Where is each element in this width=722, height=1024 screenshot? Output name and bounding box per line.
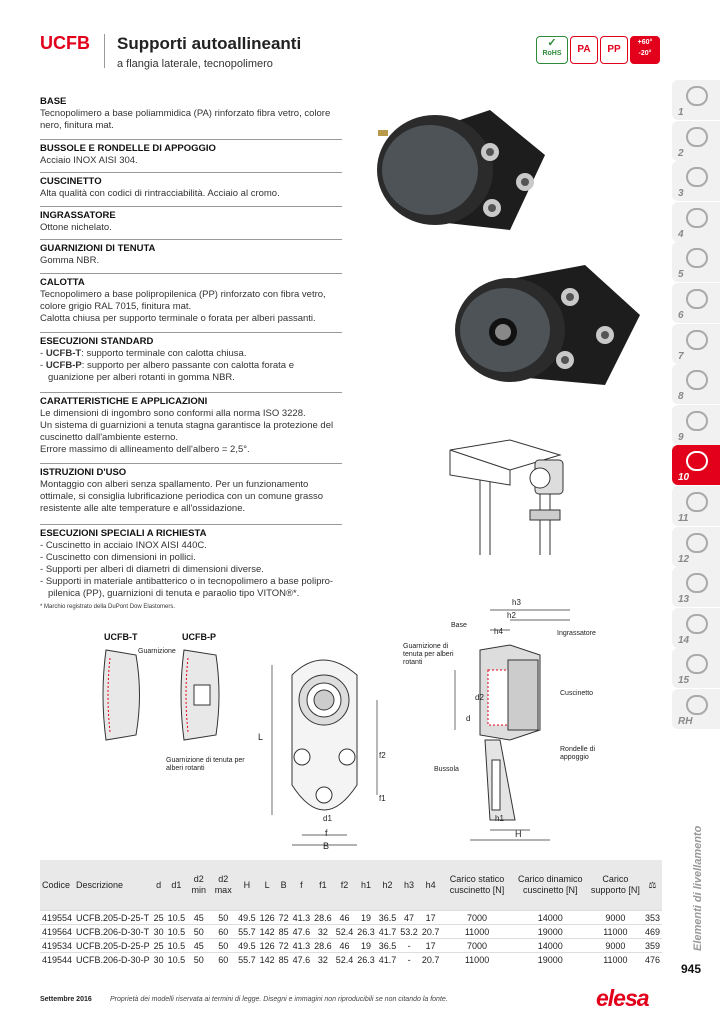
tab-15[interactable]	[672, 648, 720, 688]
table-header-cell: H	[236, 860, 258, 911]
table-header-cell: d2 min	[187, 860, 210, 911]
table-cell: 55.7	[238, 954, 256, 965]
category-icon	[686, 533, 708, 553]
product-images	[370, 100, 660, 390]
tab-label: 12	[678, 553, 690, 565]
table-header-cell: f2	[334, 860, 356, 911]
table-cell: 7000	[441, 939, 512, 953]
table-cell: 469	[643, 925, 662, 939]
table-cell: 11000	[441, 953, 512, 967]
table-cell: 11000	[588, 925, 643, 939]
table-cell: 30	[153, 954, 164, 965]
table-cell: 9000	[588, 939, 643, 953]
table-cell: 36.5	[378, 940, 397, 951]
temperature-badge: +60° -20°	[630, 36, 660, 64]
table-cell: 14000	[513, 939, 588, 953]
section-cuscinetto: CUSCINETTO Alta qualità con codici di rintracciabilità. Acciaio al cromo.	[40, 172, 342, 200]
section-guarnizioni: GUARNIZIONI DI TENUTA Gomma NBR.	[40, 239, 342, 267]
section-caratteristiche: CARATTERISTICHE E APPLICAZIONI Le dimensioni di ingombro sono conformi alla norma ISO 3228. Un sistema di guarnizioni a tenuta stagna garantisce la protezione del cuscinetto dall'ambiente esterno. Errore massimo di allineamento dell'albero = 2,5°.	[40, 392, 342, 456]
category-icon	[686, 492, 708, 512]
category-icon	[686, 330, 708, 350]
table-cell: -	[398, 953, 420, 967]
table-cell: 52.4	[335, 926, 354, 937]
table-cell: 28.6	[314, 940, 332, 951]
tab-label: 6	[678, 310, 684, 321]
dim-d: d	[466, 714, 471, 723]
table-header-cell: h1	[355, 860, 377, 911]
table-cell: 85	[278, 926, 289, 937]
product-render-open	[455, 265, 640, 385]
table-cell: 36.5	[378, 912, 397, 923]
dim-f2: f2	[379, 751, 386, 760]
dim-B: B	[323, 841, 330, 851]
table-cell: 7000	[441, 911, 512, 925]
table-cell: 41.3	[292, 940, 311, 951]
table-header-cell: h2	[377, 860, 399, 911]
category-icon	[686, 289, 708, 309]
dim-h3: h3	[512, 598, 521, 607]
table-cell: 10.5	[167, 926, 186, 937]
application-sketch	[440, 430, 580, 560]
label-cuscinetto: Cuscinetto	[560, 690, 594, 697]
table-cell: 50	[210, 939, 236, 953]
table-cell: 60	[210, 925, 236, 939]
section-esecuzioni-speciali: ESECUZIONI SPECIALI A RICHIESTA - Cuscinetto in acciaio INOX AISI 440C. - Cuscinetto con dimensioni in pollici. - Supporti per alberi di diametri di dimensioni diverse. - Supporti in materiale antibatterico o in tecnopolimero a base polipro-pilenica (PP), guarnizioni di tenuta e paraolio tipo VITON®*.	[40, 524, 342, 600]
page-subtitle: a flangia laterale, tecnopolimero	[117, 58, 273, 70]
tab-13[interactable]	[672, 567, 720, 607]
table-cell: 359	[643, 939, 662, 953]
table-cell: 142	[259, 926, 275, 937]
category-icon	[686, 573, 708, 593]
table-cell: 55.7	[238, 926, 256, 937]
table-header-cell: Carico statico cuscinetto [N]	[441, 860, 512, 911]
tab-label: 9	[678, 431, 684, 443]
category-icon	[686, 248, 708, 268]
table-cell: 20.7	[421, 954, 440, 965]
table-header-cell: Carico dinamico cuscinetto [N]	[513, 860, 588, 911]
table-cell: 20.7	[421, 926, 440, 937]
table-cell: 19000	[513, 925, 588, 939]
table-cell: 419534	[42, 940, 73, 951]
table-header-cell: f	[291, 860, 313, 911]
tab-label: 4	[678, 228, 684, 240]
table-cell: 32	[312, 953, 334, 967]
caps-drawing	[98, 640, 268, 760]
table-cell: 41.7	[378, 926, 397, 937]
table-cell: 19	[355, 911, 377, 925]
table-cell: 47.6	[292, 926, 311, 937]
table-cell: 41.7	[378, 954, 397, 965]
elesa-logo: elesa	[596, 985, 649, 1011]
category-icon	[686, 614, 708, 634]
page-number: 945	[681, 962, 702, 976]
dim-h4: h4	[494, 627, 503, 636]
table-header-cell: Codice	[40, 860, 74, 911]
vertical-category-label: Elementi di livellamento	[692, 825, 704, 951]
table-cell: 41.3	[292, 912, 311, 923]
table-cell: 49.5	[238, 912, 256, 923]
table-body	[40, 911, 662, 967]
tab-label: 15	[678, 675, 690, 687]
label-guarnizione-tenuta-r: Guarnizione di tenuta per alberi rotanti	[403, 643, 454, 666]
table-header	[40, 860, 662, 911]
category-icon	[686, 411, 708, 431]
product-code: UCFB	[40, 33, 90, 53]
tab-6[interactable]	[672, 283, 720, 323]
table-cell: 32	[312, 925, 334, 939]
table-cell: UCFB.206-D-30-T	[74, 925, 152, 939]
rohs-badge: ✓ RoHS	[536, 36, 568, 64]
header-divider	[104, 34, 105, 68]
table-cell: 10.5	[167, 912, 186, 923]
table-cell: 419554	[42, 912, 73, 923]
table-cell: 47.6	[292, 954, 311, 965]
label-ucfb-p: UCFB-P	[182, 632, 216, 642]
table-cell: 72	[278, 912, 289, 923]
tab-2[interactable]	[672, 121, 720, 161]
table-cell: 26.3	[357, 926, 375, 937]
pa-badge: PA	[570, 36, 598, 64]
section-ingrassatore: INGRASSATORE Ottone nichelato.	[40, 206, 342, 234]
table-cell: 9000	[588, 911, 643, 925]
category-icon	[686, 127, 708, 147]
table-header-cell: d1	[166, 860, 188, 911]
tab-label: 11	[678, 513, 689, 524]
tab-rh[interactable]	[672, 689, 720, 729]
table-cell: 50	[187, 925, 210, 939]
footer-note: Proprietà dei modelli riservata ai termini di legge. Disegni e immagini non riproducibili se non citando la fonte.	[110, 996, 448, 1003]
section-calotta: CALOTTA Tecnopolimero a base polipropilenica (PP) rinforzato con fibra vetro, colore grigio RAL 7015, finitura mat. Calotta chiusa per supporto terminale o forata per alberi passanti.	[40, 273, 342, 325]
table-cell: 50	[187, 953, 210, 967]
label-bussola: Bussola	[434, 766, 459, 773]
table-cell: 60	[210, 953, 236, 967]
category-icon	[686, 208, 708, 228]
table-cell: 19000	[513, 953, 588, 967]
table-cell: 47	[398, 911, 420, 925]
table-cell: 19	[355, 939, 377, 953]
table-row	[40, 939, 662, 953]
table-cell: 14000	[513, 911, 588, 925]
table-cell: 25	[153, 912, 164, 923]
table-cell: 46	[334, 911, 356, 925]
front-view-drawing	[262, 645, 392, 855]
tab-label: 1	[678, 107, 684, 118]
category-icon	[686, 451, 708, 471]
table-cell: 10.5	[167, 954, 186, 965]
footer-date: Settembre 2016	[40, 996, 92, 1003]
tab-7[interactable]	[672, 324, 720, 364]
table-header-cell: ⚖	[643, 860, 662, 911]
table-cell: 53.2	[400, 926, 418, 937]
table-header-cell: f1	[312, 860, 334, 911]
table-cell: 25	[153, 940, 164, 951]
dim-f1: f1	[379, 794, 386, 803]
table-row	[40, 925, 662, 939]
tab-label: 13	[678, 594, 690, 606]
table-cell: 30	[153, 926, 164, 937]
tab-4[interactable]	[672, 202, 720, 242]
label-guarnizione: Guarnizione	[138, 648, 176, 655]
dim-L: L	[258, 732, 264, 742]
table-cell: 46	[334, 939, 356, 953]
tab-label: 7	[678, 350, 684, 362]
section-esecuzioni-standard: ESECUZIONI STANDARD - UCFB-T: supporto terminale con calotta chiusa. - UCFB-P: supporto per albero passante con calotta forata e guanizione per alberi rotanti in gomma NBR.	[40, 332, 342, 384]
table-cell: 353	[643, 911, 662, 925]
table-header-cell: d	[152, 860, 166, 911]
dim-h2: h2	[507, 611, 516, 620]
table-header-cell: h4	[420, 860, 442, 911]
tab-5[interactable]	[672, 242, 720, 282]
table-header-cell: h3	[398, 860, 420, 911]
tab-11[interactable]	[672, 486, 720, 526]
dim-d1: d1	[323, 814, 332, 823]
category-icon	[686, 167, 708, 187]
dim-f: f	[325, 828, 328, 838]
table-cell: 11000	[441, 925, 512, 939]
label-base: Base	[451, 622, 467, 629]
label-ingrassatore: Ingrassatore	[557, 630, 596, 637]
section-base: BASE Tecnopolimero a base poliammidica (PA) rinforzato fibra vetro, colore nero, finitura mat.	[40, 96, 331, 131]
label-rondelle: Rondelle di appoggio	[560, 746, 596, 761]
table-header-cell: Carico supporto [N]	[588, 860, 643, 911]
label-guarnizione-tenuta: Guarnizione di tenuta per alberi rotanti	[166, 757, 245, 772]
pp-badge: PP	[600, 36, 628, 64]
label-ucfb-t: UCFB-T	[104, 632, 138, 642]
table-cell: 419564	[42, 926, 73, 937]
tab-9[interactable]	[672, 405, 720, 445]
tab-14[interactable]	[672, 608, 720, 648]
table-cell: 28.6	[314, 912, 332, 923]
table-cell: 45	[187, 911, 210, 925]
tab-label: 8	[678, 391, 684, 403]
footnote: * Marchio registrato della DuPont Dow Elastomers.	[40, 604, 176, 610]
category-icon	[686, 695, 708, 715]
table-cell: 126	[259, 912, 275, 923]
dim-H: H	[515, 829, 522, 839]
table-cell: 126	[259, 940, 275, 951]
table-cell: 10.5	[167, 940, 186, 951]
tab-12[interactable]	[672, 527, 720, 567]
page-title: Supporti autoallineanti	[117, 34, 302, 53]
table-cell: 72	[278, 940, 289, 951]
table-cell: 17	[420, 911, 442, 925]
dim-d2: d2	[475, 693, 484, 702]
table-cell: UCFB.205-D-25-P	[76, 940, 150, 951]
tab-label: 5	[678, 269, 684, 281]
table-cell: 49.5	[238, 940, 256, 951]
table-cell: 11000	[588, 953, 643, 967]
product-render-closed	[377, 110, 545, 230]
tab-label: 2	[678, 147, 684, 159]
category-icon	[686, 86, 708, 106]
table-cell: 142	[259, 954, 275, 965]
tab-3[interactable]	[672, 161, 720, 201]
table-cell: UCFB.206-D-30-P	[76, 954, 150, 965]
section-istruzioni: ISTRUZIONI D'USO Montaggio con alberi senza spallamento. Per un funzionamento ottimale, si consiglia lubrificazione periodica con un comune grasso resistente alle alte temperature e all'ossidazione.	[40, 463, 342, 515]
table-header-cell: Descrizione	[74, 860, 152, 911]
table-header-cell: d2 max	[210, 860, 236, 911]
category-icon	[686, 654, 708, 674]
table-cell: 26.3	[357, 954, 375, 965]
table-cell: -	[398, 939, 420, 953]
tab-1[interactable]	[672, 80, 720, 120]
table-cell: 419544	[42, 954, 73, 965]
tab-8[interactable]	[672, 364, 720, 404]
table-row	[40, 911, 662, 925]
table-cell: 50	[210, 911, 236, 925]
table-cell: 85	[278, 954, 289, 965]
tab-10[interactable]	[672, 445, 720, 485]
table-cell: UCFB.205-D-25-T	[74, 911, 152, 925]
tab-label: 14	[678, 634, 690, 646]
table-cell: 17	[420, 939, 442, 953]
section-bussole: BUSSOLE E RONDELLE DI APPOGGIO Acciaio INOX AISI 304.	[40, 139, 342, 167]
table-cell: 52.4	[335, 954, 354, 965]
table-row	[40, 953, 662, 967]
tab-label: 3	[678, 188, 684, 200]
dim-h1: h1	[495, 814, 504, 823]
table-cell: 45	[187, 939, 210, 953]
tab-label: 10	[678, 472, 690, 484]
table-header-cell: L	[258, 860, 277, 911]
table-cell: 476	[643, 953, 662, 967]
category-icon	[686, 370, 708, 390]
product-table	[40, 860, 662, 966]
tab-label: RH	[678, 716, 693, 727]
table-header-cell: B	[277, 860, 291, 911]
